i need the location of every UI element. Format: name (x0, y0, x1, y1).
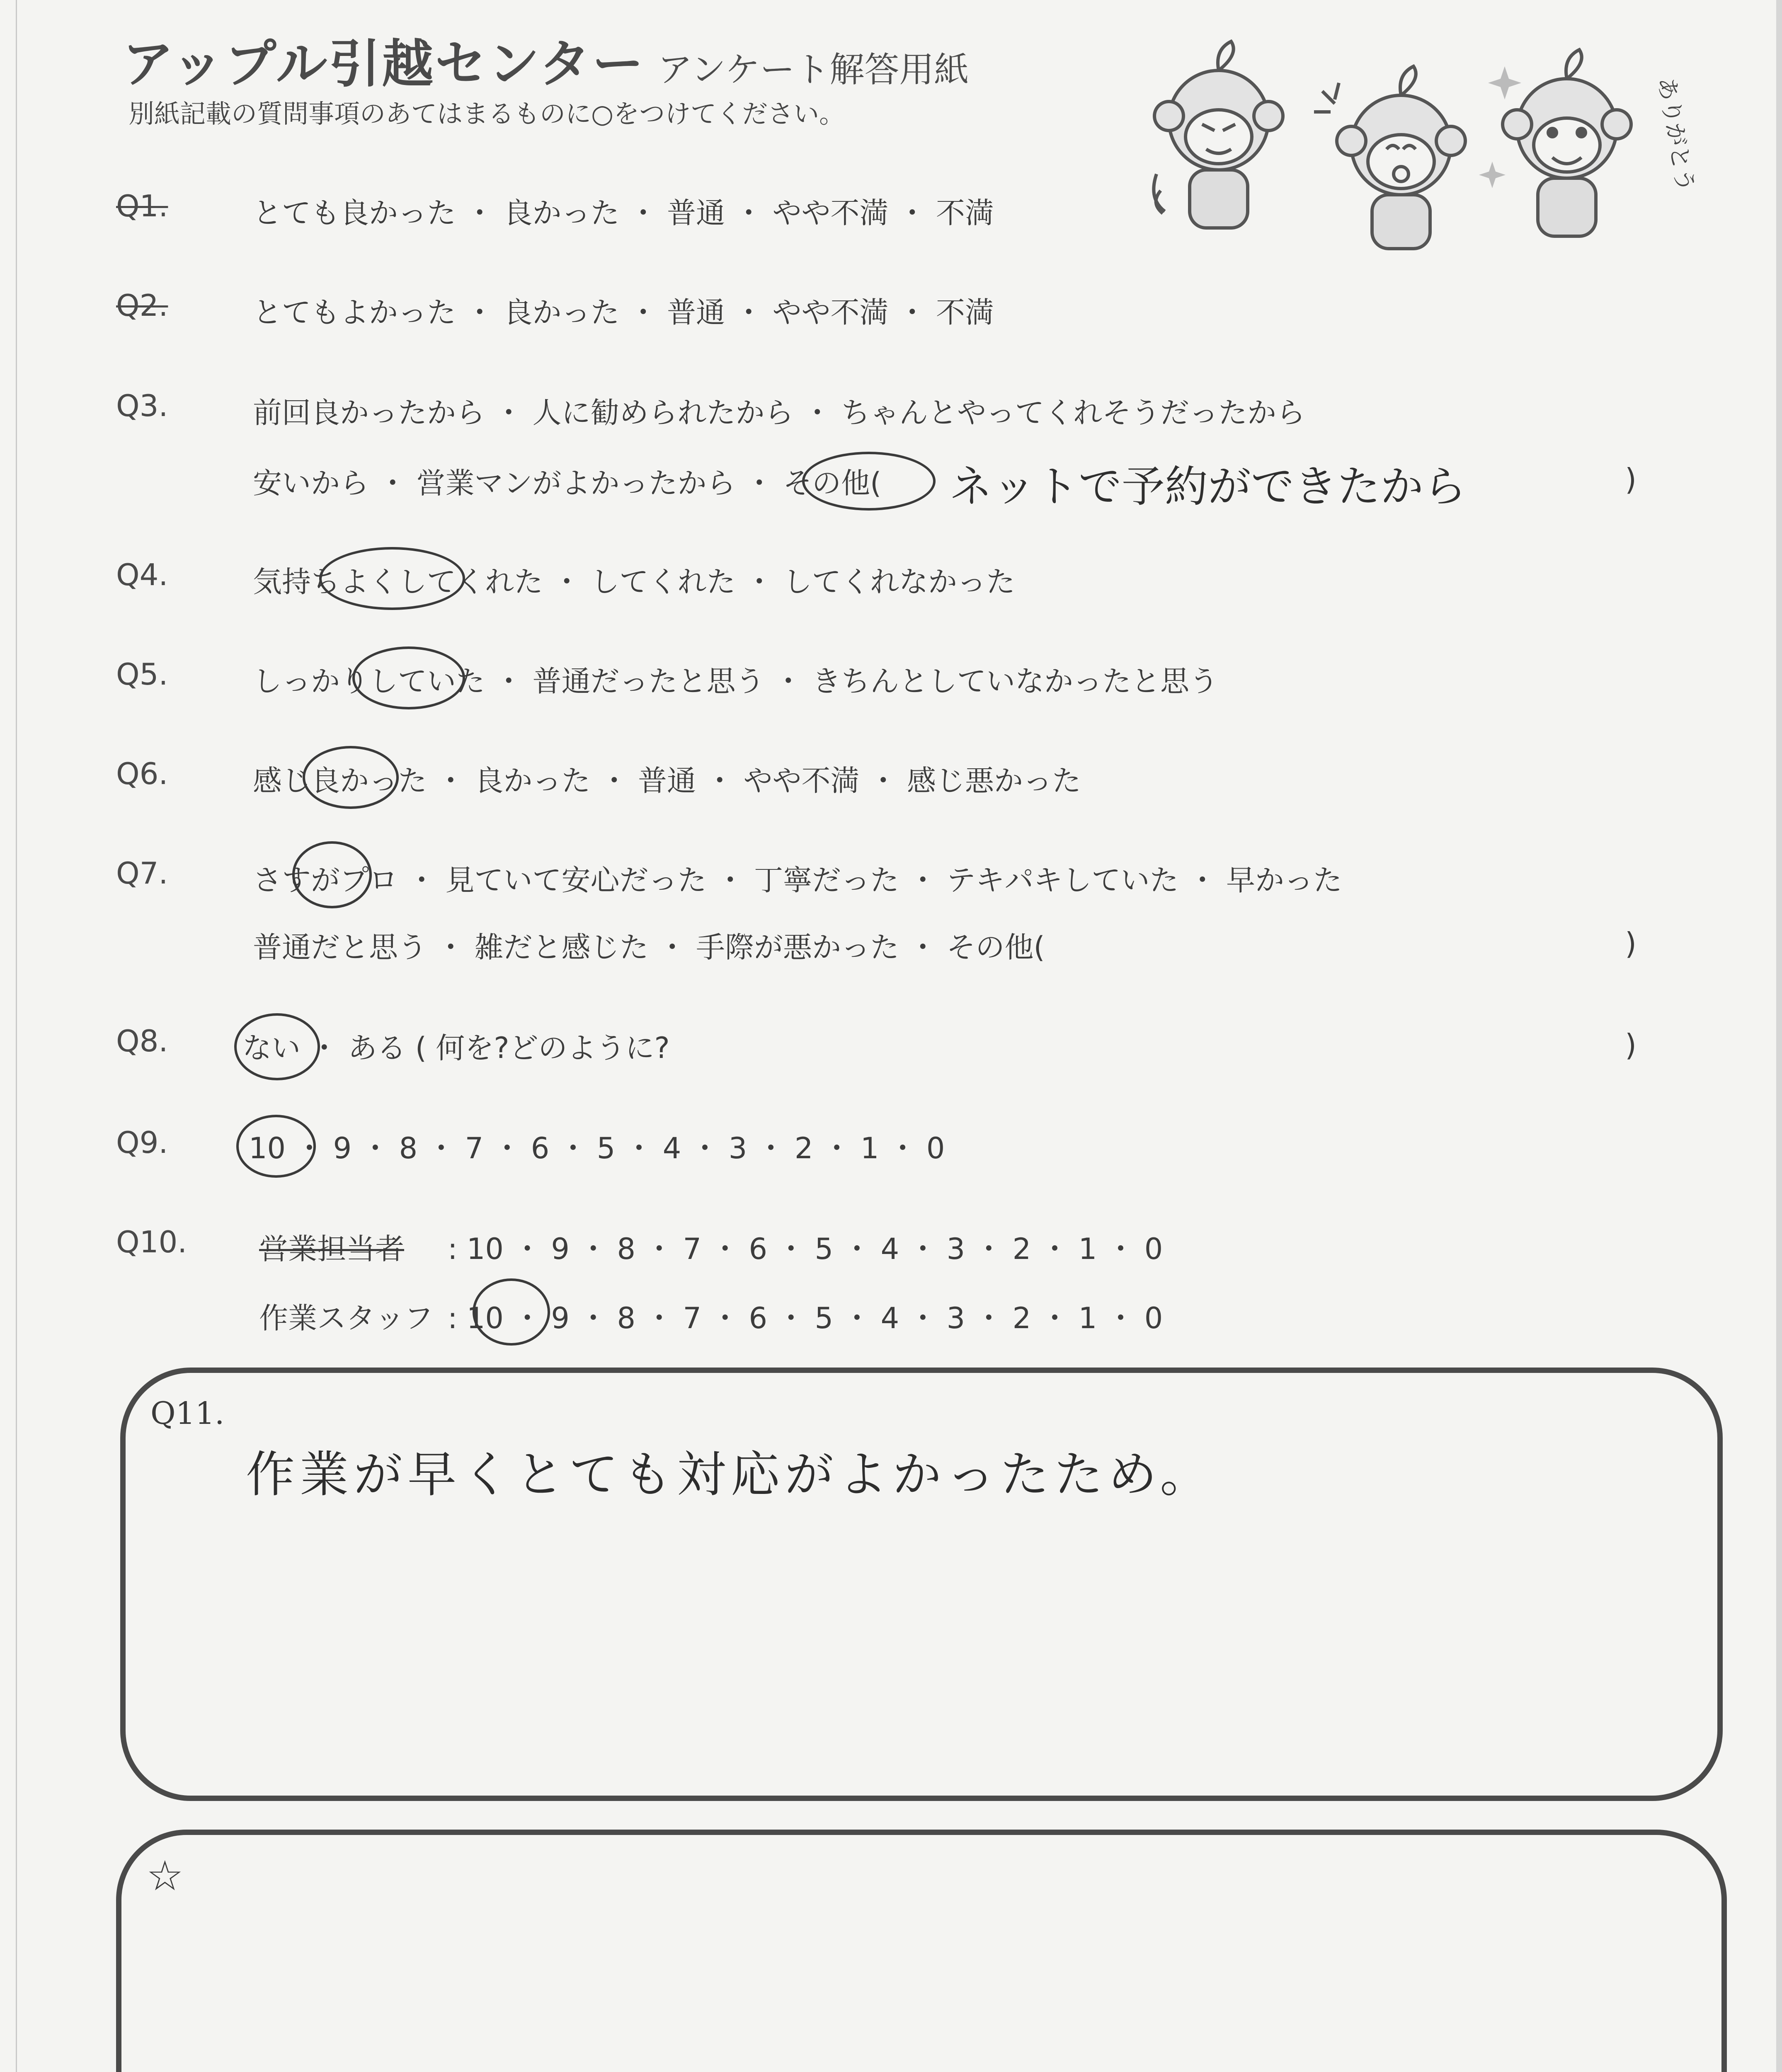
q4-options[interactable]: 気持ちよくしてくれた ・ してくれた ・ してくれなかった (253, 565, 1016, 599)
comment-box (116, 1830, 1727, 2072)
q3-handwritten-answer: ネットで予約ができたから (949, 461, 1467, 512)
q3-label: Q3. (116, 388, 168, 423)
mascot-monkey-icon (1314, 66, 1465, 249)
q8-options[interactable]: ない ・ ある ( 何を?どのように? (242, 1031, 670, 1065)
form-title (122, 23, 969, 97)
q6-options[interactable]: 感じ良かった ・ 良かった ・ 普通 ・ やや不満 ・ 感じ悪かった (253, 764, 1081, 798)
q5-options[interactable]: しっかりしていた ・ 普通だったと思う ・ きちんとしていなかったと思う (253, 664, 1219, 698)
q5-label: Q5. (116, 657, 168, 692)
q1-label: Q1. (116, 189, 168, 223)
q8-paren-close: ) (1625, 1028, 1637, 1063)
q2-options[interactable]: とてもよかった ・ 良かった ・ 普通 ・ やや不満 ・ 不満 (253, 295, 994, 329)
mascot-illustration (1144, 25, 1708, 257)
q10-label: Q10. (116, 1225, 187, 1259)
q10-sales-label: 営業担当者 (259, 1232, 404, 1266)
q10-selection-circle (473, 1278, 550, 1346)
page-edge (16, 0, 17, 2072)
instruction-text: 別紙記載の質問事項のあてはまるものに○をつけてください。 (128, 99, 845, 129)
q8-selection-circle (234, 1013, 320, 1080)
q6-selection-circle (303, 746, 399, 809)
q9-selection-circle (236, 1115, 316, 1178)
q11-label: Q11. (150, 1396, 225, 1431)
page-edge-right (1776, 0, 1782, 2072)
q8-label: Q8. (116, 1024, 168, 1058)
q3-paren-close: ) (1625, 462, 1637, 497)
q3-other-option[interactable]: その他( (783, 466, 882, 500)
star-icon: ☆ (146, 1852, 184, 1900)
q7-label: Q7. (116, 856, 168, 891)
q9-label: Q9. (116, 1125, 168, 1160)
q6-label: Q6. (116, 756, 168, 791)
q4-selection-circle (319, 547, 465, 610)
mascot-monkey-icon (1154, 41, 1283, 228)
mascot-caption: ありがとう (1652, 75, 1699, 194)
company-name: アップル引越センター (122, 34, 645, 94)
q10-staff-label: 作業スタッフ (259, 1301, 433, 1335)
q11-box (120, 1368, 1723, 1801)
q7-options-line1[interactable]: さすがプロ ・ 見ていて安心だった ・ 丁寧だった ・ テキパキしていた ・ 早かった (253, 863, 1343, 897)
q1-options[interactable]: とても良かった ・ 良かった ・ 普通 ・ やや不満 ・ 不満 (253, 196, 994, 230)
q2-label: Q2. (116, 288, 168, 323)
q7-paren-close: ) (1625, 926, 1637, 961)
q7-selection-circle (292, 841, 372, 908)
form-subtitle: アンケート解答用紙 (657, 49, 969, 90)
q5-selection-circle (352, 646, 465, 709)
q9-scale[interactable]: 10 ・ 9 ・ 8 ・ 7 ・ 6 ・ 5 ・ 4 ・ 3 ・ 2 ・ 1 ・ 0 (249, 1131, 945, 1165)
q7-options-line2[interactable]: 普通だと思う ・ 雑だと感じた ・ 手際が悪かった ・ その他( (253, 930, 1045, 964)
q4-label: Q4. (116, 557, 168, 592)
q10-staff-scale[interactable]: : 10 ・ 9 ・ 8 ・ 7 ・ 6 ・ 5 ・ 4 ・ 3 ・ 2 ・ 1 ・ 0 (448, 1301, 1163, 1335)
q11-handwritten-answer[interactable]: 作業が早くとても対応がよかったため。 (246, 1446, 1214, 1503)
mascot-monkey-icon (1503, 50, 1631, 236)
q3-options-line1[interactable]: 前回良かったから ・ 人に勧められたから ・ ちゃんとやってくれそうだったから (253, 396, 1306, 430)
q3-options-line2[interactable] (253, 460, 881, 502)
q10-sales-scale[interactable]: : 10 ・ 9 ・ 8 ・ 7 ・ 6 ・ 5 ・ 4 ・ 3 ・ 2 ・ 1 ・ 0 (448, 1232, 1163, 1266)
q3-selection-circle (802, 452, 936, 511)
q3-options-prefix[interactable]: 安いから ・ 営業マンがよかったから ・ (253, 466, 774, 500)
